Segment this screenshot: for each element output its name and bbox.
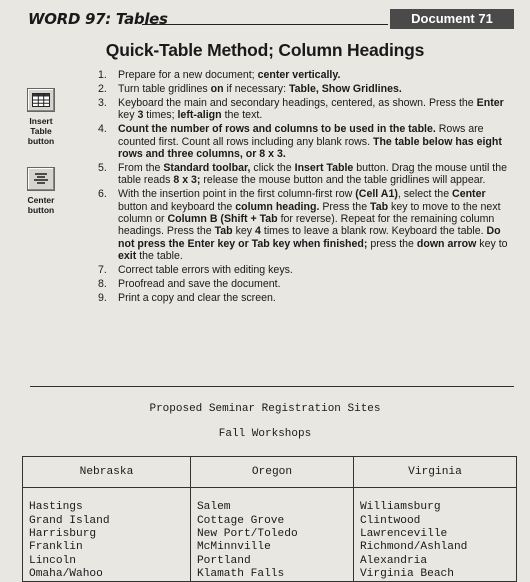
table-cell (23, 488, 191, 502)
table-cell: Omaha/Wahoo (23, 568, 191, 582)
step-text: key (118, 109, 138, 122)
step-text: times; (143, 109, 178, 122)
step-bold-text: Column B (Shift + Tab (167, 212, 278, 225)
step-bold-text: Tab (370, 200, 389, 213)
table-header-row (23, 457, 517, 488)
step-text: Print a copy and clear the screen. (118, 291, 276, 304)
step-bold-text: Tab (214, 225, 233, 238)
step-bold-text: on (210, 82, 224, 95)
step-text: Rows are counted first. Count all rows including any blank rows. (118, 123, 484, 148)
step-bold-text: Standard toolbar, (163, 161, 251, 174)
step-bold-text: exit (118, 250, 137, 263)
table-cell: Clintwood (353, 515, 516, 528)
center-button-callout (26, 167, 56, 215)
step-text: the table. (136, 250, 183, 263)
step-number: 6. (98, 188, 107, 201)
step-number: 4. (98, 123, 107, 136)
table-cell: Harrisburg (23, 528, 191, 541)
step-bold-text: Count the number of rows and columns to be used in the table. (118, 123, 436, 136)
step-bold-text: (Cell A1) (355, 188, 398, 201)
step-text: release the mouse button and the table gridlines will appear. (200, 174, 486, 187)
step-text: With the insertion point in the first column-first row (118, 188, 356, 201)
step-bold-text: 8 x 3; (173, 174, 201, 187)
table-cell (190, 488, 353, 502)
column-heading: Nebraska (23, 457, 191, 488)
table-cell: Alexandria (353, 554, 516, 567)
step-text: press the (367, 237, 417, 250)
table-row (23, 501, 517, 514)
table-cell: New Port/Toledo (190, 528, 353, 541)
center-label-2: button (27, 205, 55, 215)
step-text: the text. (221, 109, 263, 122)
step-bold-text: center vertically. (257, 69, 341, 81)
table-cell: Richmond/Ashland (353, 541, 516, 554)
step-number: 3. (98, 96, 107, 109)
step-number: 1. (98, 69, 107, 81)
step-item (96, 292, 512, 304)
instruction-steps (96, 69, 512, 306)
step-bold-text: 3 (137, 109, 144, 122)
table-row (23, 554, 517, 567)
step-text: key (232, 225, 256, 238)
table-grid-icon (27, 88, 55, 112)
step-text: Keyboard the main and secondary headings, centered, as shown. Press the (118, 96, 477, 109)
table-cell: Lincoln (23, 554, 191, 567)
step-text: Press the (319, 200, 371, 213)
chapter-title: WORD 97: Tables (28, 10, 168, 28)
step-bold-text: Center (452, 188, 486, 201)
table-cell: Hastings (23, 501, 191, 514)
step-text: for reverse). Repeat for the remaining column headings. Press the (118, 212, 495, 238)
header-rule (142, 24, 388, 25)
table-cell: Klamath Falls (190, 568, 353, 582)
insert-table-label-3: button (27, 136, 55, 146)
table-row (23, 568, 517, 582)
step-text: From the (118, 161, 164, 174)
step-bold-text: Table, Show Gridlines. (288, 82, 402, 95)
step-bold-text: Enter (476, 96, 504, 109)
step-bold-text: column heading. (235, 200, 320, 213)
step-item (96, 97, 512, 122)
step-text: key to move to the next column or (118, 200, 501, 225)
insert-table-label-1: Insert (29, 116, 53, 126)
step-number: 7. (98, 264, 107, 277)
step-text: times to leave a blank row. Keyboard the table. (260, 225, 487, 238)
step-bold-text: The table below has eight rows and three columns, or 8 x 3. (118, 135, 502, 160)
table-cell: Lawrenceville (353, 528, 516, 541)
step-item (96, 188, 512, 262)
step-number: 9. (98, 291, 107, 304)
step-text: button. Drag the mouse until the table reads (118, 161, 508, 187)
step-number: 8. (98, 278, 107, 290)
step-text: , select the (397, 188, 453, 201)
step-item (96, 264, 512, 276)
step-text: key to (476, 237, 508, 250)
table-cell: Franklin (23, 541, 191, 554)
page-header (0, 0, 530, 34)
step-item (96, 83, 512, 95)
table-row (23, 541, 517, 554)
insert-table-button-callout (26, 88, 56, 146)
step-item (96, 162, 512, 187)
table-row (23, 528, 517, 541)
document-number-badge: Document 71 (390, 9, 514, 29)
step-bold-text: down arrow (416, 237, 477, 250)
step-text: if necessary: (223, 82, 289, 95)
step-text: button and keyboard the (118, 200, 236, 213)
step-number: 2. (98, 82, 107, 95)
column-heading: Virginia (353, 457, 516, 488)
table-cell: Portland (190, 554, 353, 567)
step-text: Prepare for a new document; (118, 69, 258, 81)
center-label-1: Center (27, 195, 55, 205)
step-text: Correct table errors with editing keys. (118, 264, 293, 277)
step-text: Proofread and save the document. (118, 278, 281, 290)
step-number: 5. (98, 161, 107, 174)
step-bold-text: 4 (255, 225, 261, 238)
step-item (96, 69, 512, 81)
step-item (96, 123, 512, 160)
table-cell: Williamsburg (353, 501, 516, 514)
step-bold-text: left-align (177, 109, 222, 122)
step-bold-text: Do not press the Enter key or Tab key when finished; (118, 225, 501, 250)
step-text: Turn table gridlines (118, 82, 211, 95)
step-item (96, 278, 512, 290)
example-secondary-heading: Fall Workshops (218, 428, 312, 440)
example-main-heading: Proposed Seminar Registration Sites (149, 403, 381, 415)
step-text: click the (250, 161, 295, 174)
table-cell: Virginia Beach (353, 568, 516, 582)
insert-table-label-2: Table (30, 126, 52, 136)
section-divider (30, 386, 514, 387)
table-cell: Salem (190, 501, 353, 514)
table-cell: Grand Island (23, 515, 191, 528)
table-row (23, 488, 517, 502)
center-align-icon (27, 167, 55, 191)
page-title: Quick-Table Method; Column Headings (105, 40, 425, 60)
table-cell (353, 488, 516, 502)
seminar-sites-table (22, 456, 517, 582)
table-row (23, 515, 517, 528)
table-cell: Cottage Grove (190, 515, 353, 528)
step-bold-text: Insert Table (294, 161, 354, 174)
column-heading: Oregon (190, 457, 353, 488)
table-cell: McMinnville (190, 541, 353, 554)
